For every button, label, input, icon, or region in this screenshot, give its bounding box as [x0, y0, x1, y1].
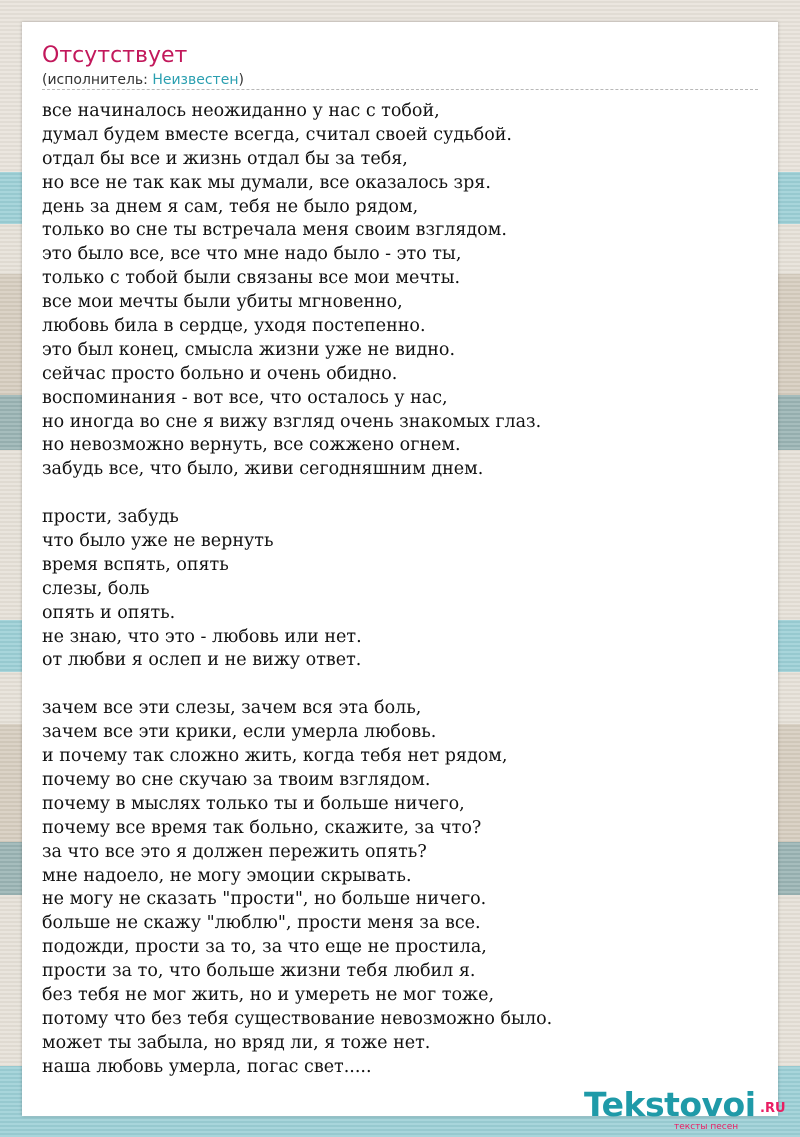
- artist-suffix: ): [238, 72, 244, 88]
- lyric-line: забудь все, что было, живи сегодняшним днем.: [42, 459, 484, 480]
- lyric-line: может ты забыла, но вряд ли, я тоже нет.: [42, 1032, 431, 1053]
- lyric-line: это было все, все что мне надо было - это ты,: [42, 244, 462, 265]
- lyric-line: все начиналось неожиданно у нас с тобой,: [42, 101, 440, 121]
- lyric-line: но невозможно вернуть, все сожжено огнем.: [42, 435, 461, 456]
- header-divider: [42, 89, 758, 90]
- lyric-line: без тебя не мог жить, но и умереть не мог тоже,: [42, 984, 495, 1005]
- logo-brand-text: Tekstovoi: [584, 1085, 756, 1124]
- lyric-line: не могу не сказать "прости", но больше ничего.: [42, 889, 487, 910]
- logo-tagline: тексты песен: [674, 1122, 739, 1132]
- lyric-line: не знаю, что это - любовь или нет.: [42, 626, 362, 647]
- lyric-line: больше не скажу "люблю", прости меня за все.: [42, 913, 481, 934]
- artist-prefix: (исполнитель:: [42, 72, 153, 88]
- lyric-line: отдал бы все и жизнь отдал бы за тебя,: [42, 148, 408, 169]
- logo-tld-text: .RU: [760, 1101, 786, 1116]
- lyric-line: слезы, боль: [42, 578, 150, 599]
- lyric-line: сейчас просто больно и очень обидно.: [42, 363, 398, 384]
- stanza-break: [42, 673, 758, 697]
- lyric-line: но иногда во сне я вижу взгляд очень знакомых глаз.: [42, 411, 542, 432]
- artist-link[interactable]: Неизвестен: [152, 72, 239, 88]
- lyric-line: только во сне ты встречала меня своим взглядом.: [42, 220, 507, 241]
- lyric-line: от любви я ослеп и не вижу ответ.: [42, 650, 362, 671]
- lyric-line: за что все это я должен пережить опять?: [42, 841, 427, 862]
- lyrics-sheet: [22, 22, 778, 1116]
- lyrics-text: [42, 100, 758, 1080]
- lyric-line: прости за то, что больше жизни тебя любил я.: [42, 961, 476, 982]
- lyric-line: зачем все эти крики, если умерла любовь.: [42, 722, 437, 743]
- lyric-line: это был конец, смысла жизни уже не видно.: [42, 339, 456, 360]
- lyric-line: потому что без тебя существование невозможно было.: [42, 1008, 553, 1029]
- lyric-line: воспоминания - вот все, что осталось у нас,: [42, 387, 448, 408]
- lyric-line: зачем все эти слезы, зачем вся эта боль,: [42, 698, 422, 719]
- lyric-line: подожди, прости за то, за что еще не простила,: [42, 937, 487, 958]
- lyric-line: опять и опять.: [42, 602, 176, 623]
- lyric-line: что было уже не вернуть: [42, 531, 274, 552]
- lyric-line: любовь била в сердце, уходя постепенно.: [42, 316, 426, 337]
- lyric-line: и почему так сложно жить, когда тебя нет рядом,: [42, 746, 508, 767]
- lyric-line: все мои мечты были убиты мгновенно,: [42, 292, 403, 313]
- lyric-line: день за днем я сам, тебя не было рядом,: [42, 196, 419, 217]
- lyric-line: время вспять, опять: [42, 554, 229, 575]
- lyric-line: думал будем вместе всегда, считал своей судьбой.: [42, 124, 512, 145]
- artist-line: [42, 71, 244, 89]
- lyric-line: только с тобой были связаны все мои мечты.: [42, 268, 461, 289]
- song-title: Отсутствует: [42, 43, 188, 68]
- lyric-line: но все не так как мы думали, все оказалось зря.: [42, 172, 491, 193]
- lyric-line: почему все время так больно, скажите, за что?: [42, 817, 482, 838]
- stanza-break: [42, 482, 758, 506]
- lyric-line: почему во сне скучаю за твоим взглядом.: [42, 769, 431, 790]
- lyric-line: мне надоело, не могу эмоции скрывать.: [42, 865, 412, 886]
- lyric-line: прости, забудь: [42, 507, 179, 528]
- lyric-line: почему в мыслях только ты и больше ничего,: [42, 793, 465, 814]
- site-logo[interactable]: [584, 1087, 794, 1137]
- lyric-line: наша любовь умерла, погас свет.....: [42, 1056, 372, 1077]
